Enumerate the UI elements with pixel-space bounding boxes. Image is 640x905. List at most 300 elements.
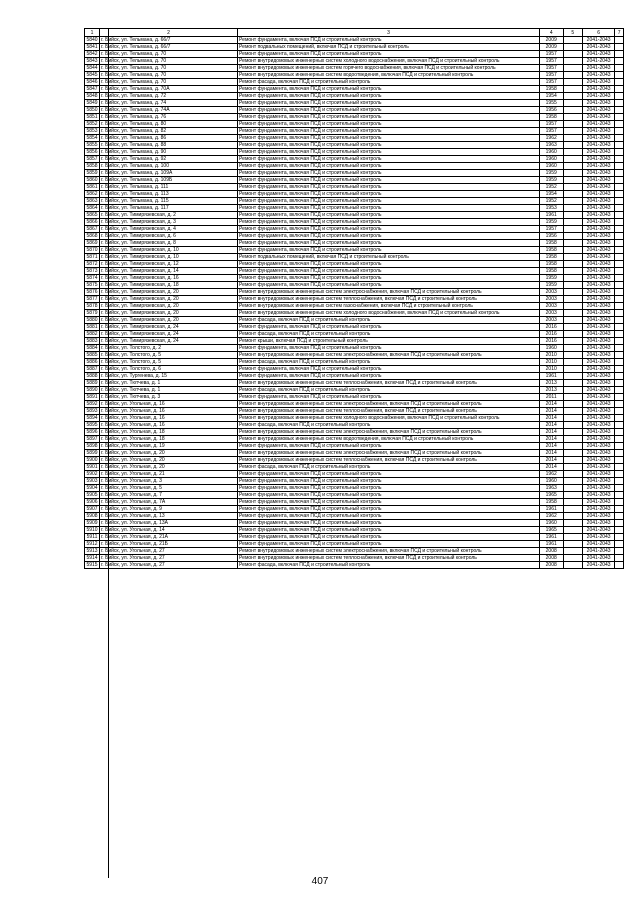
row-empty-2 [615,457,624,464]
row-period: 2041-2043 [582,72,614,79]
table-row [85,261,624,268]
row-empty-2 [615,226,624,233]
row-empty-2 [615,555,624,562]
row-address: г. Бийск, ул. Тимирязевская, д. 18 [100,282,238,289]
row-period: 2041-2043 [582,142,614,149]
row-empty [563,177,582,184]
row-address: г. Бийск, ул. Угольная, д. 7А [100,499,238,506]
row-number: 5907 [86,506,98,512]
col-header-2: 2 [100,29,238,37]
row-empty [563,247,582,254]
row-year: 1961 [539,373,563,380]
row-empty-2 [615,86,624,93]
row-empty-2 [615,289,624,296]
row-year: 1959 [539,282,563,289]
row-empty-2 [615,352,624,359]
row-empty [563,275,582,282]
row-address: г. Бийск, ул. Угольная, д. 20 [100,450,238,457]
row-number: 5841 [86,44,98,50]
row-empty [563,415,582,422]
row-year: 1961 [539,212,563,219]
row-empty-2 [615,450,624,457]
row-empty-2 [615,443,624,450]
row-period: 2041-2043 [582,394,614,401]
row-empty [563,65,582,72]
row-period: 2041-2043 [582,170,614,177]
row-period: 2041-2043 [582,44,614,51]
page-number: 407 [311,876,329,887]
row-year: 1960 [539,163,563,170]
row-work: Ремонт внутридомовых инженерных систем электроснабжения, включая ПСД и строительный контроль [238,450,540,457]
row-number: 5867 [86,226,98,232]
row-empty-2 [615,135,624,142]
table-row [85,212,624,219]
row-empty [563,408,582,415]
row-empty [563,401,582,408]
row-work: Ремонт фундамента, включая ПСД и строительный контроль [238,205,540,212]
row-address: г. Бийск, ул. Тельмана, д. 74А [100,107,238,114]
col-header-3: 3 [238,29,540,37]
row-year: 1959 [539,177,563,184]
row-period: 2041-2043 [582,317,614,324]
row-address: г. Бийск, ул. Тельмана, д. 66/7 [100,37,238,44]
row-empty-2 [615,513,624,520]
row-number: 5887 [86,366,98,372]
row-period: 2041-2043 [582,408,614,415]
row-work: Ремонт фундамента, включая ПСД и строительный контроль [238,177,540,184]
row-work: Ремонт крыши, включая ПСД и строительный контроль [238,338,540,345]
row-work: Ремонт внутридомовых инженерных систем теплоснабжения, включая ПСД и строительный контроль [238,296,540,303]
table-row [85,282,624,289]
row-year: 1958 [539,268,563,275]
row-year: 1961 [539,506,563,513]
table-row [85,499,624,506]
table-row [85,198,624,205]
row-empty [563,534,582,541]
row-number: 5894 [86,415,98,421]
row-number: 5850 [86,107,98,113]
row-year: 2009 [539,37,563,44]
row-number: 5875 [86,282,98,288]
table-row [85,135,624,142]
row-empty [563,44,582,51]
col-header-7: 7 [615,29,624,37]
row-address: г. Бийск, ул. Угольная, д. 16 [100,422,238,429]
row-address: г. Бийск, ул. Тельмана, д. 80 [100,121,238,128]
row-period: 2041-2043 [582,198,614,205]
table-row [85,310,624,317]
row-number: 5896 [86,429,98,435]
row-year: 1954 [539,93,563,100]
row-address: г. Бийск, ул. Тельмана, д. 86 [100,135,238,142]
row-empty [563,450,582,457]
row-work: Ремонт внутридомовых инженерных систем электроснабжения, включая ПСД и строительный контроль [238,352,540,359]
row-empty-2 [615,345,624,352]
row-number: 5873 [86,268,98,274]
row-number: 5903 [86,478,98,484]
row-year: 2003 [539,296,563,303]
row-year: 1956 [539,233,563,240]
row-empty [563,149,582,156]
row-work: Ремонт фундамента, включая ПСД и строительный контроль [238,51,540,58]
row-address: г. Бийск, ул. Тимирязевская, д. 3 [100,219,238,226]
row-empty-2 [615,93,624,100]
row-empty-2 [615,156,624,163]
row-address: г. Бийск, ул. Тимирязевская, д. 24 [100,338,238,345]
row-work: Ремонт фундамента, включая ПСД и строительный контроль [238,128,540,135]
row-empty-2 [615,282,624,289]
row-period: 2041-2043 [582,177,614,184]
row-period: 2041-2043 [582,37,614,44]
row-number: 5885 [86,352,98,358]
table-row [85,317,624,324]
row-empty [563,268,582,275]
row-period: 2041-2043 [582,562,614,569]
row-period: 2041-2043 [582,415,614,422]
row-empty [563,107,582,114]
table-row [85,415,624,422]
row-empty-2 [615,324,624,331]
table-row [85,478,624,485]
row-work: Ремонт внутридомовых инженерных систем водоотведения, включая ПСД и строительный контроль [238,72,540,79]
row-year: 1952 [539,198,563,205]
row-number: 5852 [86,121,98,127]
row-address: г. Бийск, ул. Угольная, д. 9 [100,506,238,513]
row-period: 2041-2043 [582,289,614,296]
row-work: Ремонт фундамента, включая ПСД и строительный контроль [238,499,540,506]
row-empty-2 [615,296,624,303]
row-address: г. Бийск, ул. Тельмана, д. 70 [100,72,238,79]
row-year: 1958 [539,499,563,506]
table-row [85,548,624,555]
row-number: 5890 [86,387,98,393]
row-work: Ремонт фундамента, включая ПСД и строительный контроль [238,184,540,191]
row-number: 5865 [86,212,98,218]
row-empty-2 [615,520,624,527]
row-period: 2041-2043 [582,471,614,478]
row-address: г. Бийск, ул. Угольная, д. 27 [100,548,238,555]
row-address: г. Бийск, ул. Тимирязевская, д. 20 [100,310,238,317]
row-work: Ремонт фасада, включая ПСД и строительный контроль [238,422,540,429]
row-empty [563,513,582,520]
row-address: г. Бийск, ул. Тютчева, д. 1 [100,387,238,394]
row-year: 2003 [539,310,563,317]
row-period: 2041-2043 [582,121,614,128]
table-row [85,184,624,191]
row-address: г. Бийск, ул. Угольная, д. 27 [100,562,238,569]
row-number: 5892 [86,401,98,407]
row-work: Ремонт фундамента, включая ПСД и строительный контроль [238,107,540,114]
row-number: 5857 [86,156,98,162]
row-work: Ремонт фундамента, включая ПСД и строительный контроль [238,471,540,478]
table-row [85,219,624,226]
row-period: 2041-2043 [582,254,614,261]
row-number: 5847 [86,86,98,92]
row-address: г. Бийск, ул. Тельмана, д. 117 [100,205,238,212]
row-number: 5912 [86,541,98,547]
row-empty-2 [615,562,624,569]
row-year: 2014 [539,464,563,471]
row-address: г. Бийск, ул. Толстого, д. 2 [100,345,238,352]
row-number: 5844 [86,65,98,71]
row-empty-2 [615,534,624,541]
row-empty [563,219,582,226]
table-row [85,534,624,541]
row-address: г. Бийск, ул. Толстого, д. 6 [100,366,238,373]
row-empty-2 [615,415,624,422]
row-empty [563,429,582,436]
row-address: г. Бийск, ул. Тимирязевская, д. 20 [100,317,238,324]
row-number: 5851 [86,114,98,120]
row-empty [563,338,582,345]
row-empty [563,555,582,562]
row-period: 2041-2043 [582,282,614,289]
table-row [85,520,624,527]
row-address: г. Бийск, ул. Угольная, д. 20 [100,464,238,471]
row-work: Ремонт фундамента, включая ПСД и строительный контроль [238,219,540,226]
row-work: Ремонт фундамента, включая ПСД и строительный контроль [238,394,540,401]
row-empty-2 [615,485,624,492]
row-work: Ремонт фундамента, включая ПСД и строительный контроль [238,345,540,352]
table-row [85,58,624,65]
row-work: Ремонт фундамента, включая ПСД и строительный контроль [238,492,540,499]
table-row [85,492,624,499]
table-row [85,79,624,86]
row-period: 2041-2043 [582,149,614,156]
row-period: 2041-2043 [582,366,614,373]
table-row [85,149,624,156]
row-number: 5908 [86,513,98,519]
row-year: 1957 [539,65,563,72]
row-period: 2041-2043 [582,443,614,450]
row-work: Ремонт фундамента, включая ПСД и строительный контроль [238,121,540,128]
table-row [85,107,624,114]
row-period: 2041-2043 [582,219,614,226]
row-period: 2041-2043 [582,338,614,345]
row-period: 2041-2043 [582,268,614,275]
row-address: г. Бийск, ул. Тимирязевская, д. 14 [100,268,238,275]
row-year: 1965 [539,527,563,534]
row-period: 2041-2043 [582,429,614,436]
row-period: 2041-2043 [582,135,614,142]
table-row [85,331,624,338]
row-empty [563,345,582,352]
row-period: 2041-2043 [582,499,614,506]
row-period: 2041-2043 [582,478,614,485]
row-address: г. Бийск, ул. Тимирязевская, д. 4 [100,226,238,233]
row-work: Ремонт фундамента, включая ПСД и строительный контроль [238,443,540,450]
row-empty-2 [615,394,624,401]
row-number: 5895 [86,422,98,428]
table-row [85,37,624,44]
row-number: 5854 [86,135,98,141]
row-period: 2041-2043 [582,100,614,107]
row-work: Ремонт фундамента, включая ПСД и строительный контроль [238,366,540,373]
row-work: Ремонт фундамента, включая ПСД и строительный контроль [238,534,540,541]
row-empty [563,128,582,135]
row-work: Ремонт фундамента, включая ПСД и строительный контроль [238,170,540,177]
row-number: 5913 [86,548,98,554]
col-header-5: 5 [563,29,582,37]
table-row [85,247,624,254]
row-empty-2 [615,506,624,513]
row-empty-2 [615,541,624,548]
row-work: Ремонт внутридомовых инженерных систем водоотведения, включая ПСД и строительный контроль [238,436,540,443]
row-number: 5904 [86,485,98,491]
row-number: 5870 [86,247,98,253]
row-empty-2 [615,163,624,170]
row-year: 1965 [539,492,563,499]
row-address: г. Бийск, ул. Тимирязевская, д. 20 [100,289,238,296]
row-number: 5911 [85,534,100,541]
row-work: Ремонт внутридомовых инженерных систем электроснабжения, включая ПСД и строительный контроль [238,401,540,408]
row-address: г. Бийск, ул. Тимирязевская, д. 24 [100,324,238,331]
row-empty-2 [615,359,624,366]
row-empty-2 [615,233,624,240]
row-number: 5881 [86,324,98,330]
row-work: Ремонт фундамента, включая ПСД и строительный контроль [238,247,540,254]
table-row [85,394,624,401]
row-empty-2 [615,170,624,177]
row-year: 1958 [539,261,563,268]
row-year: 2014 [539,436,563,443]
row-empty-2 [615,338,624,345]
row-empty [563,310,582,317]
row-empty [563,205,582,212]
row-period: 2041-2043 [582,226,614,233]
row-work: Ремонт внутридомовых инженерных систем электроснабжения, включая ПСД и строительный контроль [238,548,540,555]
row-empty-2 [615,254,624,261]
row-address: г. Бийск, ул. Угольная, д. 21А [100,534,238,541]
row-period: 2041-2043 [582,310,614,317]
row-work: Ремонт фундамента, включая ПСД и строительный контроль [238,198,540,205]
row-year: 2010 [539,366,563,373]
row-year: 1956 [539,107,563,114]
row-work: Ремонт внутридомовых инженерных систем холодного водоснабжения, включая ПСД и строительный контроль [238,310,540,317]
row-year: 1958 [539,240,563,247]
row-year: 2014 [539,457,563,464]
row-work: Ремонт фасада, включая ПСД и строительный контроль [238,317,540,324]
row-work: Ремонт фундамента, включая ПСД и строительный контроль [238,275,540,282]
row-number: 5879 [86,310,98,316]
row-empty-2 [615,65,624,72]
row-number: 5905 [86,492,98,498]
row-work: Ремонт фундамента, включая ПСД и строительный контроль [238,506,540,513]
row-period: 2041-2043 [582,450,614,457]
table-body [85,37,624,569]
row-year: 1953 [539,205,563,212]
row-work: Ремонт фундамента, включая ПСД и строительный контроль [238,541,540,548]
row-empty [563,282,582,289]
row-empty [563,520,582,527]
row-work: Ремонт фундамента, включая ПСД и строительный контроль [238,240,540,247]
row-work: Ремонт фундамента, включая ПСД и строительный контроль [238,282,540,289]
row-number: 5914 [86,555,98,561]
row-period: 2041-2043 [582,345,614,352]
row-number: 5853 [86,128,98,134]
table-row [85,72,624,79]
table-row [85,408,624,415]
row-work: Ремонт фундамента, включая ПСД и строительный контроль [238,478,540,485]
row-empty [563,233,582,240]
row-empty [563,79,582,86]
row-empty [563,324,582,331]
row-number: 5846 [86,79,98,85]
row-empty-2 [615,219,624,226]
row-empty [563,51,582,58]
row-year: 1958 [539,86,563,93]
row-work: Ремонт фундамента, включая ПСД и строительный контроль [238,226,540,233]
row-period: 2041-2043 [582,387,614,394]
row-period: 2041-2043 [582,51,614,58]
row-empty-2 [615,408,624,415]
col-header-4: 4 [539,29,563,37]
row-empty [563,170,582,177]
row-address: г. Бийск, ул. Угольная, д. 18 [100,429,238,436]
row-empty-2 [615,58,624,65]
row-year: 2003 [539,303,563,310]
row-empty-2 [615,464,624,471]
row-year: 1957 [539,128,563,135]
row-year: 2014 [539,415,563,422]
row-period: 2041-2043 [582,436,614,443]
row-year: 1957 [539,58,563,65]
row-address: г. Бийск, ул. Тельмана, д. 90 [100,149,238,156]
row-number: 5864 [86,205,98,211]
row-address: г. Бийск, ул. Тельмана, д. 109Б [100,177,238,184]
row-work: Ремонт фундамента, включая ПСД и строительный контроль [238,114,540,121]
row-period: 2041-2043 [582,541,614,548]
row-number: 5910 [86,527,98,533]
row-empty-2 [615,184,624,191]
row-period: 2041-2043 [582,492,614,499]
row-empty [563,37,582,44]
row-work: Ремонт фундамента, включая ПСД и строительный контроль [238,324,540,331]
row-address: г. Бийск, ул. Угольная, д. 13А [100,520,238,527]
row-empty [563,86,582,93]
table-row [85,226,624,233]
row-empty-2 [615,492,624,499]
row-year: 1957 [539,79,563,86]
row-year: 2003 [539,289,563,296]
row-year: 2014 [539,443,563,450]
row-empty-2 [615,37,624,44]
row-address: г. Бийск, ул. Тельмана, д. 70 [100,51,238,58]
row-empty-2 [615,44,624,51]
row-year: 2014 [539,450,563,457]
row-year: 1958 [539,247,563,254]
table-row [85,303,624,310]
row-address: г. Бийск, ул. Тельмана, д. 66/7 [100,44,238,51]
row-address: г. Бийск, ул. Угольная, д. 18 [100,436,238,443]
row-empty-2 [615,114,624,121]
row-year: 1961 [539,534,563,541]
row-empty-2 [615,303,624,310]
row-empty [563,541,582,548]
table-row [85,506,624,513]
row-number: 5862 [86,191,98,197]
row-number: 5863 [86,198,98,204]
table-row [85,86,624,93]
row-address: г. Бийск, ул. Тимирязевская, д. 12 [100,261,238,268]
row-number: 5897 [86,436,98,442]
col-header-1: 1 [85,29,100,37]
table-row [85,233,624,240]
table-row [85,527,624,534]
row-year: 1959 [539,219,563,226]
row-period: 2041-2043 [582,93,614,100]
row-empty-2 [615,436,624,443]
